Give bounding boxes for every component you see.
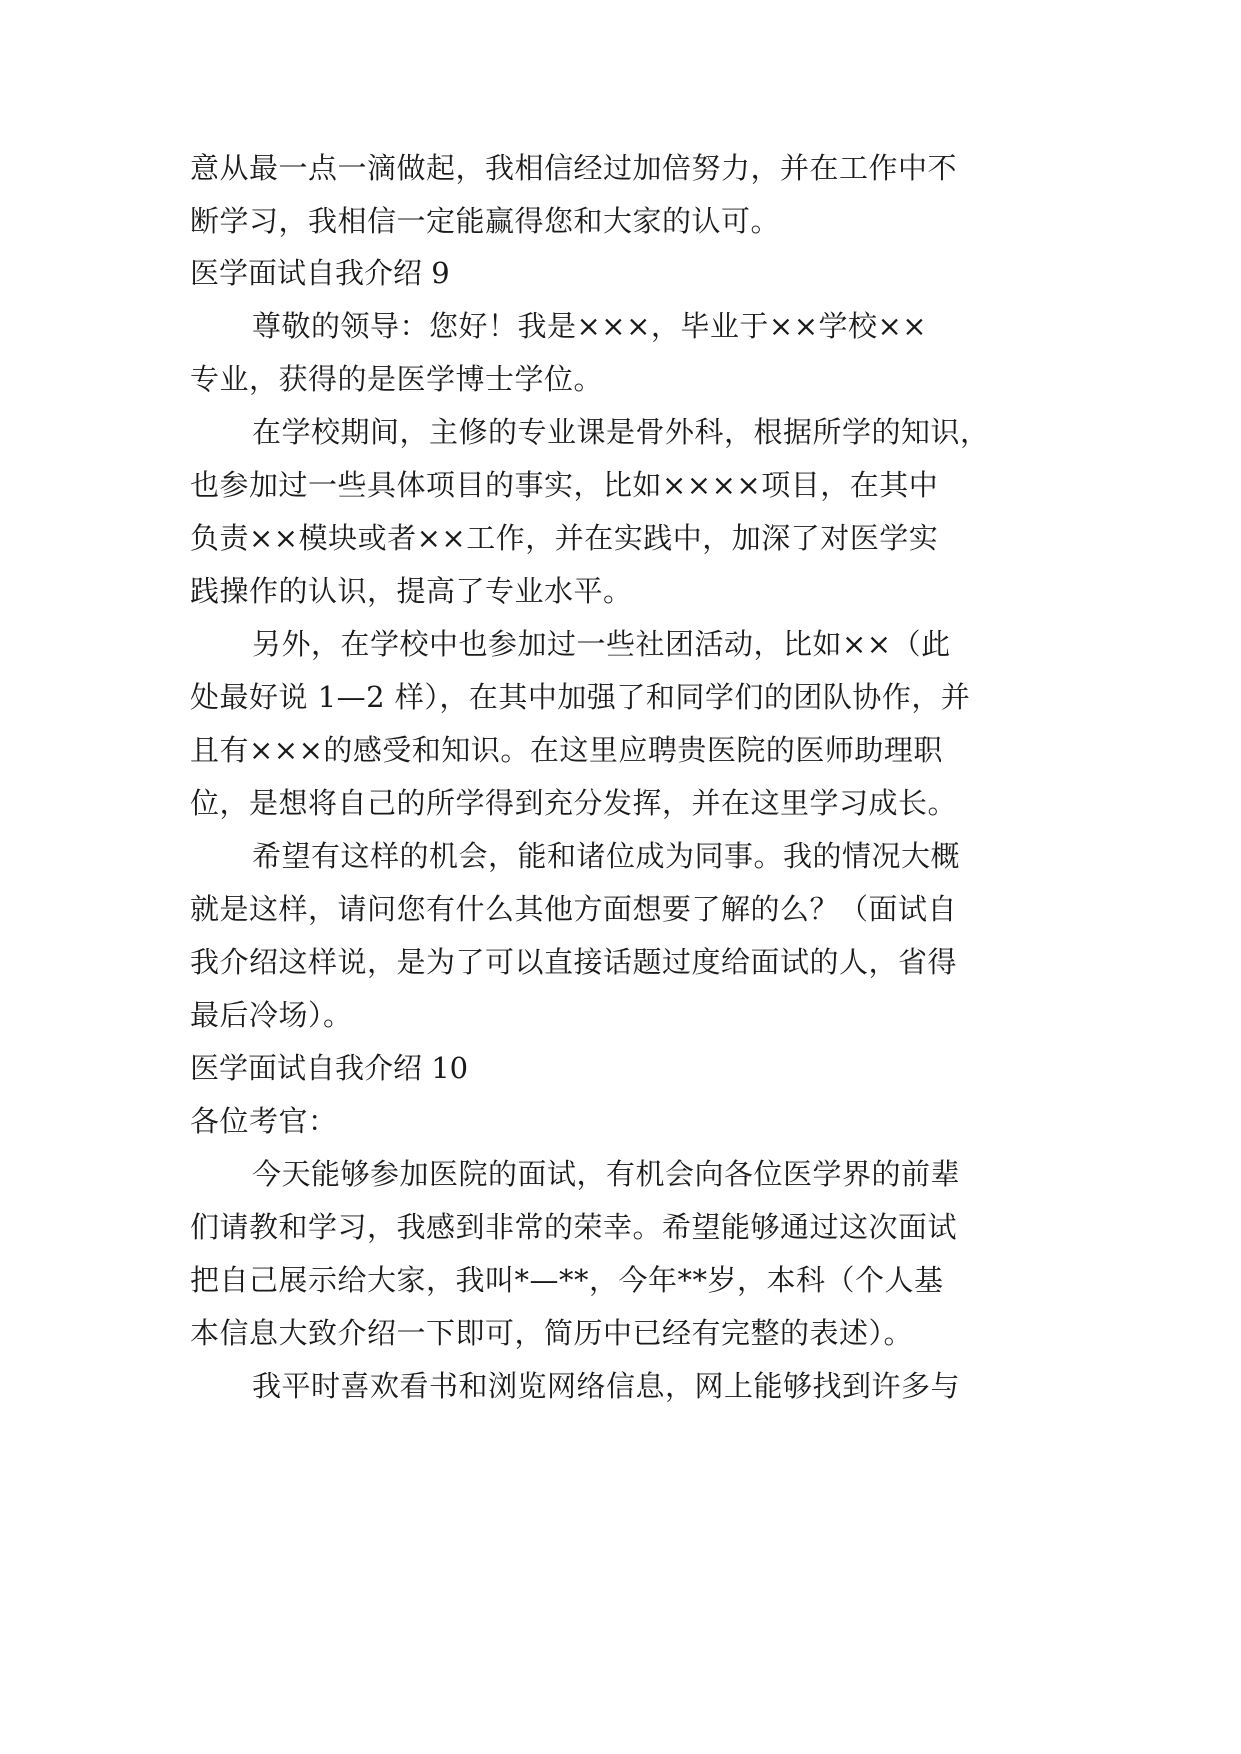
paragraph-line: 负责××模块或者××工作，并在实践中，加深了对医学实 xyxy=(190,521,939,555)
paragraph-line: 们请教和学习，我感到非常的荣幸。希望能够通过这次面试 xyxy=(190,1210,958,1244)
paragraph-line: 且有×××的感受和知识。在这里应聘贵医院的医师助理职 xyxy=(190,733,943,767)
section-heading: 医学面试自我介绍 9 xyxy=(190,256,450,290)
paragraph-line: 践操作的认识，提高了专业水平。 xyxy=(190,574,633,608)
paragraph-line: 本信息大致介绍一下即可，简历中已经有完整的表述）。 xyxy=(190,1316,914,1350)
paragraph-line: 希望有这样的机会，能和诸位成为同事。我的情况大概 xyxy=(252,839,961,873)
paragraph-line: 尊敬的领导：您好！我是×××，毕业于××学校×× xyxy=(252,309,928,343)
paragraph-line: 也参加过一些具体项目的事实，比如××××项目，在其中 xyxy=(190,468,939,502)
paragraph-line: 在学校期间，主修的专业课是骨外科，根据所学的知识， xyxy=(252,415,990,449)
salutation-line: 各位考官： xyxy=(190,1104,338,1138)
paragraph-line: 我平时喜欢看书和浏览网络信息，网上能够找到许多与 xyxy=(252,1369,961,1403)
paragraph-line: 意从最一点一滴做起，我相信经过加倍努力，并在工作中不 xyxy=(190,151,958,185)
paragraph-line: 另外，在学校中也参加过一些社团活动，比如××（此 xyxy=(252,627,951,661)
paragraph-line: 断学习，我相信一定能赢得您和大家的认可。 xyxy=(190,204,781,238)
paragraph-line: 我介绍这样说，是为了可以直接话题过度给面试的人，省得 xyxy=(190,945,958,979)
paragraph-line: 最后冷场）。 xyxy=(190,998,353,1032)
paragraph-line: 专业，获得的是医学博士学位。 xyxy=(190,362,604,396)
paragraph-line: 把自己展示给大家，我叫*—**，今年**岁，本科（个人基 xyxy=(190,1263,944,1297)
paragraph-line: 位，是想将自己的所学得到充分发挥，并在这里学习成长。 xyxy=(190,786,958,820)
paragraph-line: 处最好说 1—2 样），在其中加强了和同学们的团队协作，并 xyxy=(190,680,971,714)
section-heading: 医学面试自我介绍 10 xyxy=(190,1051,469,1085)
paragraph-line: 今天能够参加医院的面试，有机会向各位医学界的前辈 xyxy=(252,1157,961,1191)
paragraph-line: 就是这样，请问您有什么其他方面想要了解的么？（面试自 xyxy=(190,892,958,926)
